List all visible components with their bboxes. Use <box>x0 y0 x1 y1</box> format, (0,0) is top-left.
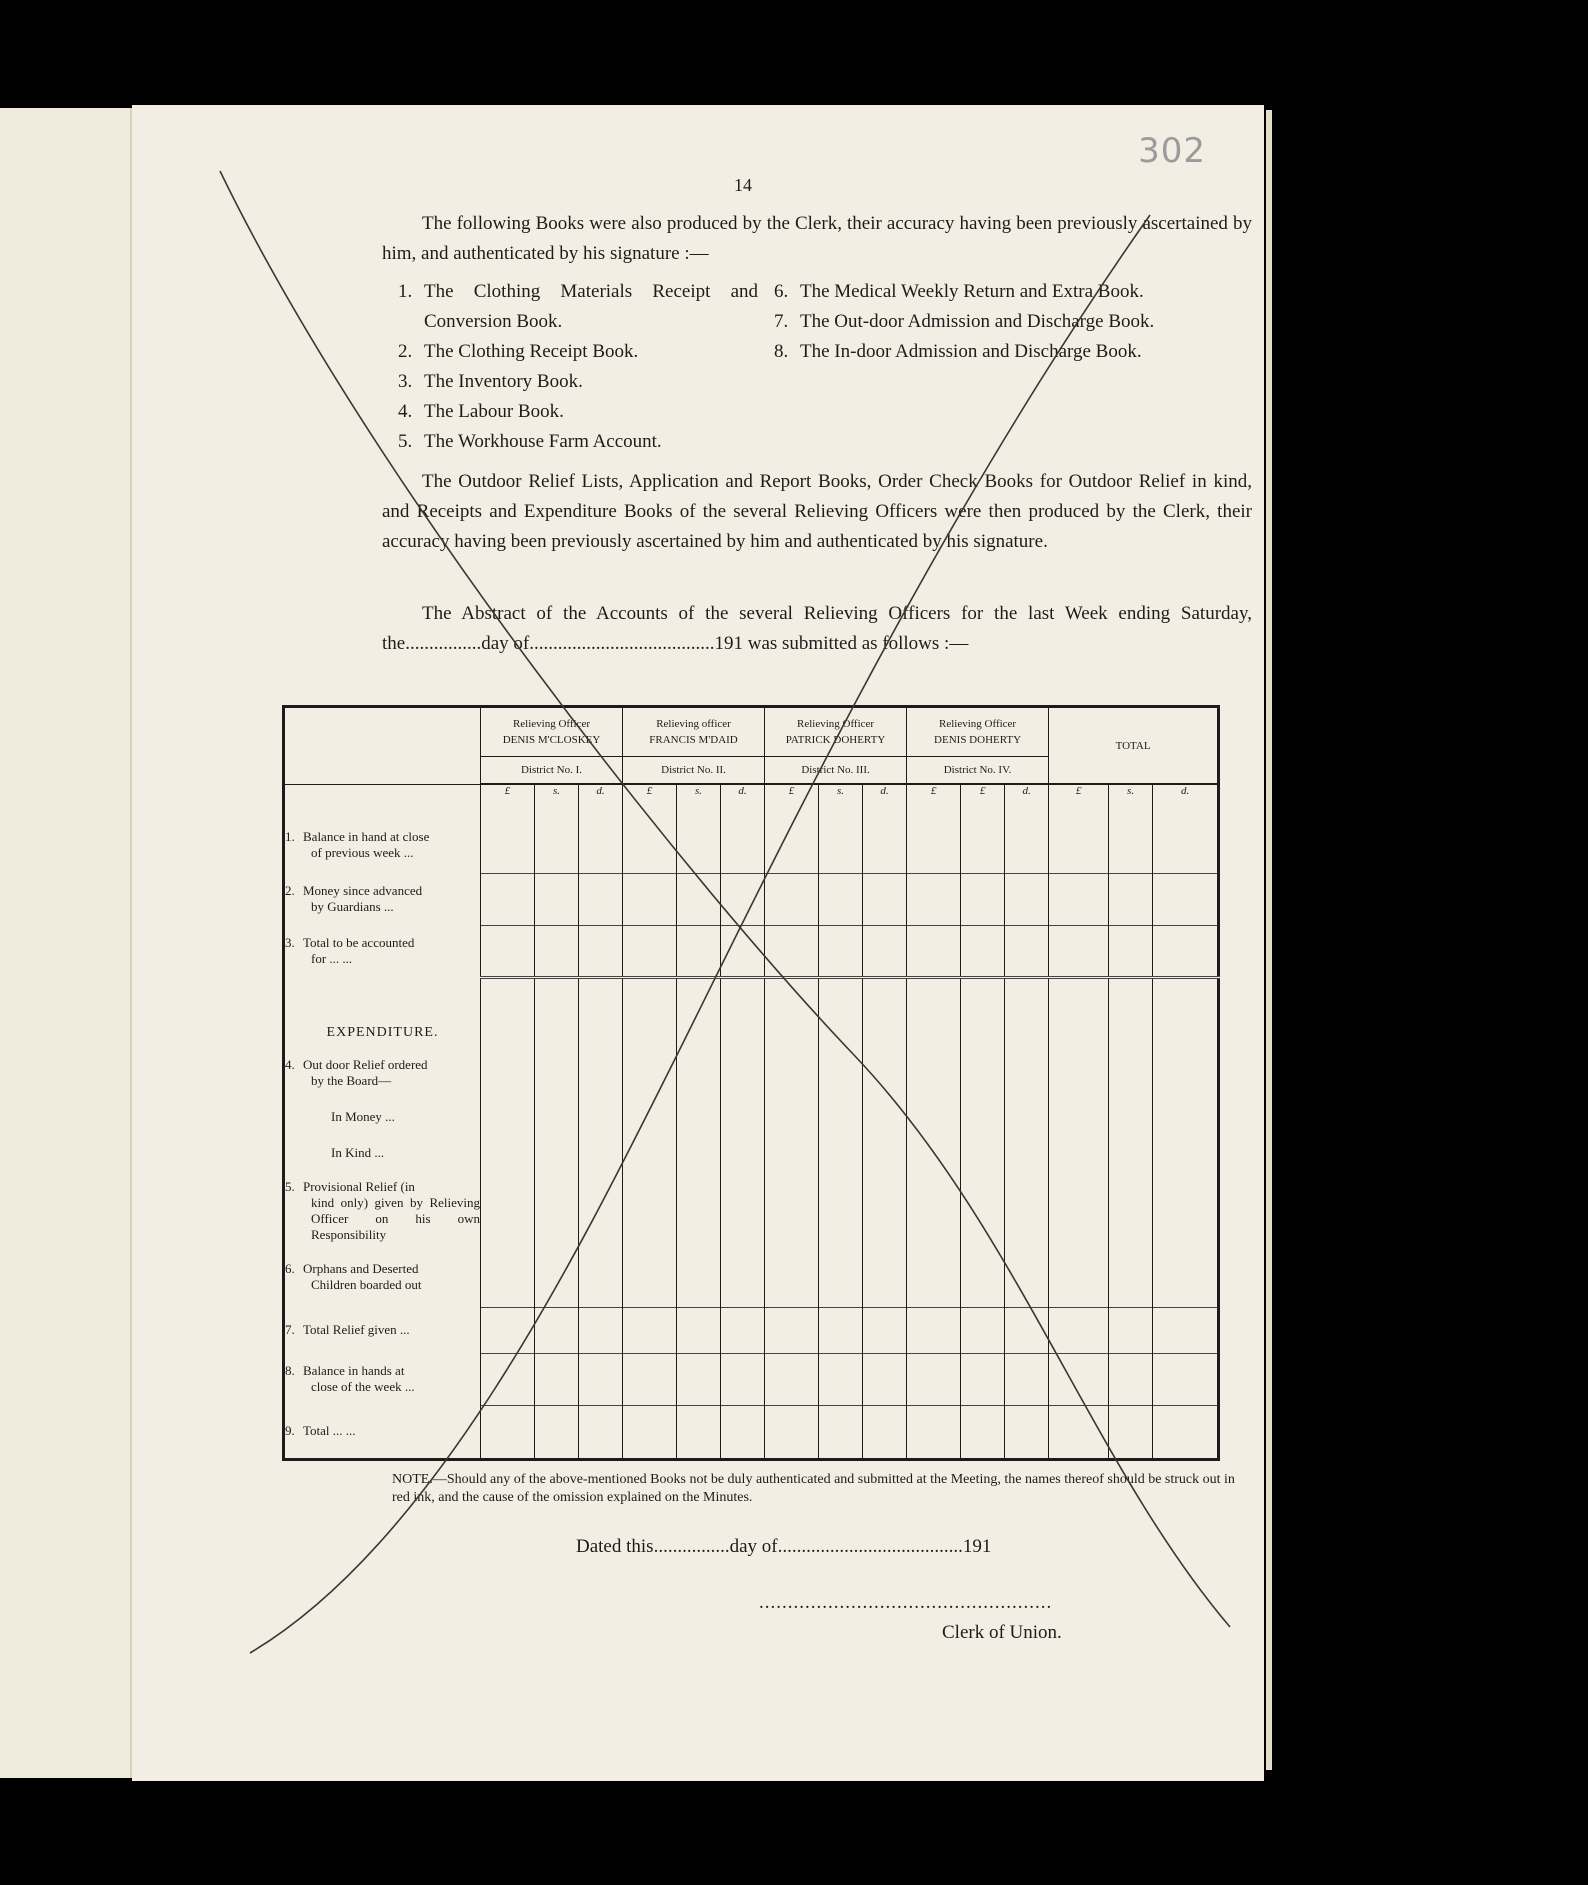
money-col-header: d. <box>579 784 623 817</box>
row-label: 2. Money since advanced by Guardians ... <box>285 883 423 914</box>
signature-line: ................................................... <box>759 1592 1053 1613</box>
book-item: 2. The Clothing Receipt Book. <box>398 341 639 362</box>
row-label: 8. Balance in hands at close of the week ... <box>285 1363 415 1394</box>
money-col-header: s. <box>819 784 863 817</box>
book-item: 4. The Labour Book. <box>398 401 564 422</box>
officer-3-header: Relieving Officer PATRICK DOHERTY <box>765 707 907 757</box>
money-col-header: £ <box>765 784 819 817</box>
book-item: 7. The Out-door Admission and Discharge Book. <box>774 311 1155 332</box>
strike-through-cross <box>132 105 1264 1781</box>
book-item: 8. The In-door Admission and Discharge Book. <box>774 341 1142 362</box>
book-item: 3. The Inventory Book. <box>398 371 583 392</box>
outdoor-relief-paragraph: The Outdoor Relief Lists, Application and Report Books, Order Check Books for Outdoor Relief in kind, and Receipts and Expenditure Books of the several Relieving Officers were then produced by the Clerk, their accuracy having been previously ascertained by him and authenticated by his signature. <box>382 471 1252 552</box>
expenditure-label: EXPENDITURE. 4. Out door Relief ordered by the Board— In Money ... In Kind ... 5. Provisional Relief (in kind only) given by Relieving Officer on his own Responsibility 6. Orphans and Deserted Children boarded out <box>285 1025 480 1292</box>
district-2: District No. II. <box>623 757 765 785</box>
page-edge <box>1266 110 1272 1770</box>
district-4: District No. IV. <box>907 757 1049 785</box>
money-col-header: £ <box>907 784 961 817</box>
strike-line-2 <box>250 215 1150 1653</box>
book-item: 1. The Clothing Materials Receipt and Conversion Book. <box>398 281 758 332</box>
money-col-header: d. <box>863 784 907 817</box>
row-label: 1. Balance in hand at close of previous week ... <box>285 829 430 860</box>
officer-4-header: Relieving Officer DENIS DOHERTY <box>907 707 1049 757</box>
money-col-header: £ <box>961 784 1005 817</box>
footnote: NOTE.—Should any of the above-mentioned Books not be duly authenticated and submitted at the Meeting, the names thereof should be struck out in red ink, and the cause of the omission explained on the Minutes. <box>392 1472 1235 1505</box>
strike-line-1 <box>220 171 1230 1627</box>
abstract-paragraph: The Abstract of the Accounts of the several Relieving Officers for the last Week ending Saturday, the................day of.......................................191 was submitted as follows :— <box>382 603 1252 654</box>
money-col-header: d. <box>1153 784 1219 817</box>
book-item: 5. The Workhouse Farm Account. <box>398 431 662 452</box>
page-number: 14 <box>734 175 752 195</box>
officer-2-header: Relieving officer FRANCIS M'DAID <box>623 707 765 757</box>
row-label: 3. Total to be accounted for ... ... <box>285 935 415 966</box>
total-header: TOTAL <box>1049 707 1219 785</box>
money-col-header: £ <box>623 784 677 817</box>
money-col-header: d. <box>721 784 765 817</box>
document-page <box>132 105 1264 1781</box>
money-col-header: s. <box>535 784 579 817</box>
money-col-header: £ <box>1049 784 1109 817</box>
money-col-header: s. <box>677 784 721 817</box>
money-col-header: £ <box>481 784 535 817</box>
row-label: 7. Total Relief given ... <box>285 1322 410 1337</box>
dated-line: Dated this................day of.......................................191 <box>576 1536 992 1557</box>
row-label: 9. Total ... ... <box>285 1423 356 1439</box>
facing-page <box>0 108 132 1778</box>
officer-1-header: Relieving Officer DENIS M'CLOSKEY <box>481 707 623 757</box>
district-1: District No. I. <box>481 757 623 785</box>
district-3: District No. III. <box>765 757 907 785</box>
pencil-folio-number: 302 <box>1138 131 1206 171</box>
signature-label: Clerk of Union. <box>942 1622 1062 1643</box>
money-col-header: s. <box>1109 784 1153 817</box>
intro-paragraph: The following Books were also produced by the Clerk, their accuracy having been previously ascertained by him, and authenticated by his signature :— <box>382 213 1252 264</box>
money-col-header: d. <box>1005 784 1049 817</box>
book-item: 6. The Medical Weekly Return and Extra Book. <box>774 281 1144 302</box>
